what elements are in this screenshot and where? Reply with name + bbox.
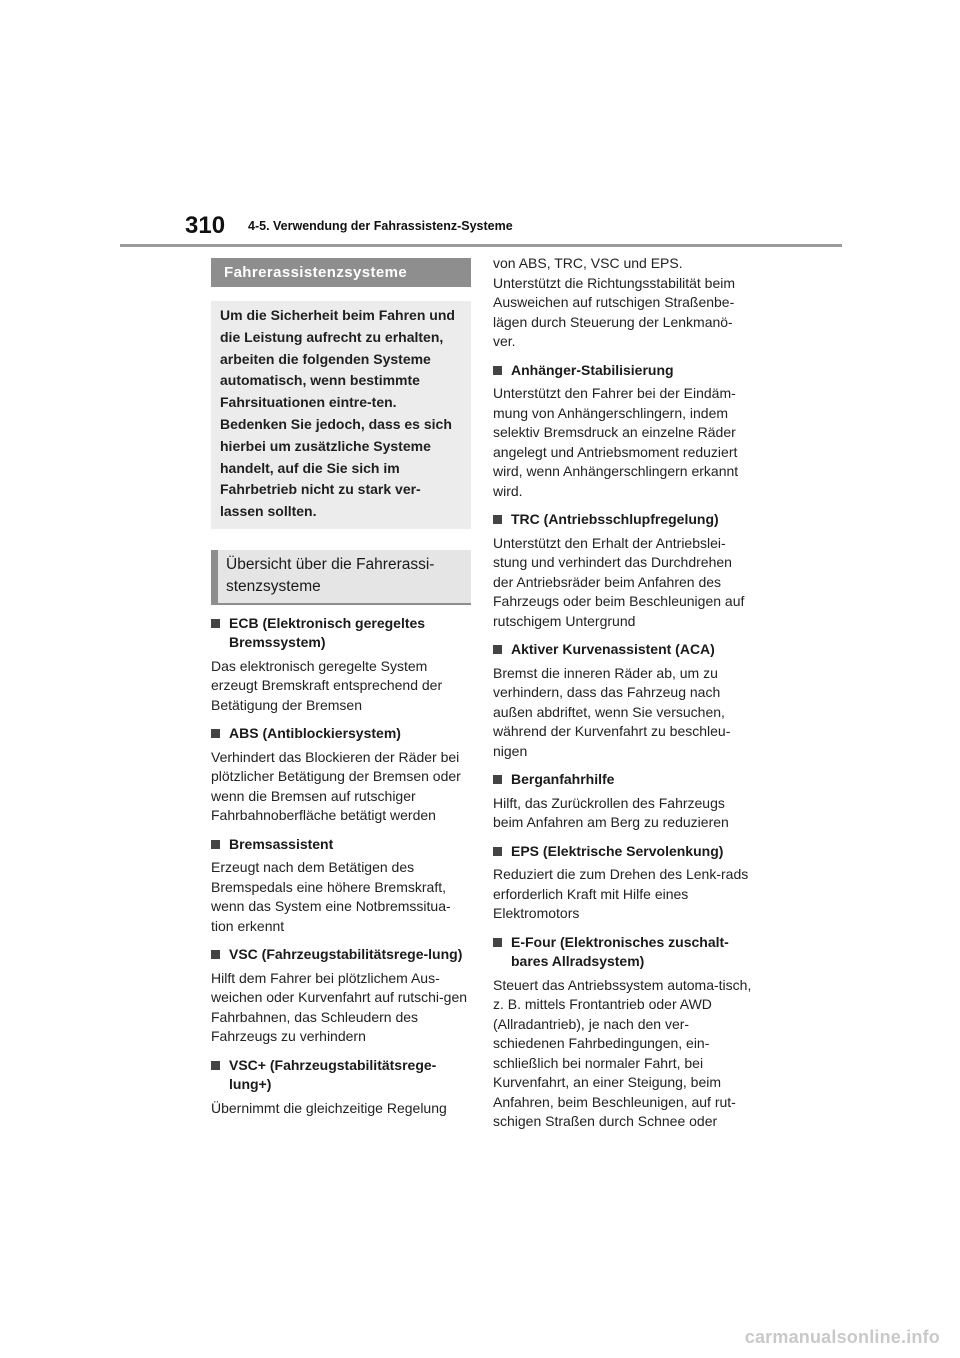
square-bullet-icon [211,1061,220,1070]
square-bullet-icon [211,840,220,849]
list-item [493,933,753,1132]
watermark: carmanualsonline.info [744,1327,940,1347]
item-title: VSC (Fahrzeugstabilitätsrege-lung) [229,946,463,963]
item-description: Reduziert die zum Drehen des Lenk-rads erforderlich Kraft mit Hilfe eines Elektromotors [493,866,749,921]
subsection-heading: Übersicht über die Fahrerassi-stenzsysteme [211,550,471,605]
item-title: ABS (Antiblockiersystem) [229,725,401,742]
list-item [493,770,753,833]
item-description: Hilft, das Zurückrollen des Fahrzeugs beim Anfahren am Berg zu reduzieren [493,794,729,830]
item-title: VSC+ (Fahrzeugstabilitätsrege-lung+) [229,1056,437,1093]
left-column [211,258,471,1118]
item-title: EPS (Elektrische Servolenkung) [511,842,724,859]
intro-box: Um die Sicherheit beim Fahren und die Leistung aufrecht zu erhalten, arbeiten die folgenden Systeme automatisch, wenn bestimmte Fahrsituationen eintre-ten. Bedenken Sie jedoch, dass es sich hierbei um zusätzliche Systeme handelt, auf die Sie sich im Fahrbetrieb nicht zu stark ver-lassen sollten. [211,301,471,529]
item-title: E-Four (Elektronisches zuschalt-bares Allradsystem) [511,933,729,969]
page-number: 310 [185,212,226,239]
item-description: Unterstützt den Fahrer bei der Eindäm-mung von Anhängerschlingern, indem selektiv Bremsdruck an einzelne Räder angelegt und Antriebsmoment reduziert wird, wenn Anhängerschlingern erkannt wird. [493,385,739,499]
item-description: Erzeugt nach dem Betätigen des Bremspedals eine höhere Bremskraft, wenn das System eine Notbremssitua-tion erkennt [211,859,451,934]
square-bullet-icon [493,366,502,375]
list-item [493,842,753,924]
square-bullet-icon [493,775,502,784]
square-bullet-icon [493,515,502,524]
item-title: Anhänger-Stabilisierung [511,361,674,378]
list-item [211,1056,471,1119]
right-column [493,254,753,1132]
item-title: Bremsassistent [229,835,334,852]
continued-text: von ABS, TRC, VSC und EPS. Unterstützt die Richtungsstabilität beim Ausweichen auf rutschigen Straßenbe-lägen durch Steuerung der Lenkmanö-ver. [493,255,735,349]
item-description: Das elektronisch geregelte System erzeugt Bremskraft entsprechend der Betätigung der Bremsen [211,657,443,713]
list-item [211,724,471,826]
item-description: Steuert das Antriebssystem automa-tisch, z. B. mittels Frontantrieb oder AWD (Allradantrieb), je nach den ver-schiedenen Fahrbedingungen, ein-schließlich bei normaler Fahrt, bei Kurvenfahrt, an einer Steigung, beim Anfahren, beim Beschleunigen, auf rut-schigen Straßen durch Schnee oder [493,976,752,1129]
chapter-title: 4-5. Verwendung der Fahrassistenz-Systeme [248,219,513,233]
item-description: Hilft dem Fahrer bei plötzlichem Aus-weichen oder Kurvenfahrt auf rutschi-gen Fahrbahnen, das Schleudern des Fahrzeugs zu verhindern [211,969,468,1045]
list-item [211,945,471,1047]
item-title: Berganfahrhilfe [511,771,615,787]
list-item [493,361,753,502]
item-description: Unterstützt den Erhalt der Antriebslei-stung und verhindert das Durchdrehen der Antriebsräder beim Anfahren des Fahrzeugs oder beim Beschleunigen auf rutschigem Untergrund [493,534,745,629]
list-item [211,835,471,937]
item-description: Verhindert das Blockieren der Räder bei plötzlicher Betätigung der Bremsen oder wenn die Bremsen auf rutschiger Fahrbahnoberfläche betätigt werden [211,748,461,824]
item-title: TRC (Antriebsschlupfregelung) [511,511,719,527]
list-item [493,640,753,761]
square-bullet-icon [493,938,502,947]
item-description: Bremst die inneren Räder ab, um zu verhindern, dass das Fahrzeug nach außen abdriftet, wenn Sie versuchen, während der Kurvenfahrt zu beschleu-nigen [493,664,731,759]
item-title: ECB (Elektronisch geregeltes Bremssystem) [229,614,426,651]
item-description: Übernimmt die gleichzeitige Regelung [211,1099,447,1116]
square-bullet-icon [211,950,220,959]
square-bullet-icon [493,847,502,856]
square-bullet-icon [493,645,502,654]
item-title: Aktiver Kurvenassistent (ACA) [511,641,715,657]
list-item [211,614,471,716]
list-item [493,510,753,631]
header-rule [120,244,842,247]
section-heading: Fahrerassistenzsysteme [211,258,471,287]
square-bullet-icon [211,619,220,628]
square-bullet-icon [211,729,220,738]
